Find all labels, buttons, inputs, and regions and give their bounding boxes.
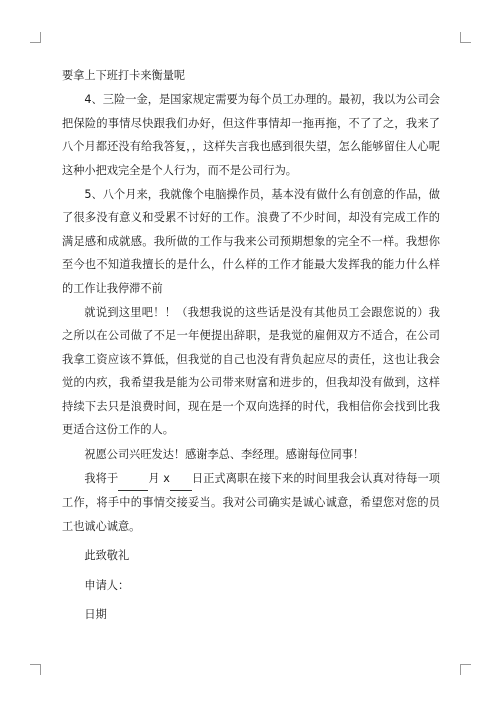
paragraph-leave-date [62, 467, 440, 538]
paragraph-insurance: 4、三险一金，是国家规定需要为每个员工办理的。最初，我以为公司会把保险的事情尽快跟我们办好，但这件事情却一拖再拖，不了了之，我来了八个月都还没有给我答复，，这样失言我也感到很失望，怎么能够留住人心呢这种小把戏完全是个人行为，而不是公司行为。 [62, 93, 440, 177]
month-blank [118, 467, 148, 491]
day-blank [170, 467, 192, 491]
applicant-label: 申请人： [84, 578, 130, 592]
page-corner-mark-bottom-right [460, 664, 471, 675]
closing-salutation: 此致敬礼 [84, 549, 130, 563]
page-corner-mark-top-right [460, 32, 471, 43]
paragraph-eight-months: 5、八个月来，我就像个电脑操作员，基本没有做什么有创意的作品，做了很多没有意义和受累不讨好的工作。浪费了不少时间，却没有完成工作的满足感和成就感。我所做的工作与我来公司预期想象的完全不一样。我想你至今也不知道我擅长的是什么，什么样的工作才能最大发挥我的能力什么样的工作让我停滞不前 [62, 188, 440, 295]
paragraph-wishes: 祝愿公司兴旺发达！感谢李总、李经理。感谢每位同事！ [84, 447, 365, 461]
paragraph-continuation: 要拿上下班打卡来衡量呢 [62, 69, 186, 82]
leave-date-rest: 日正式离职在接下来的时间里我会认真对待每一项工作，将手中的事情交接妥当。我对公司确实是诚心诚意，希望您对您的员工也诚心诚意。 [62, 471, 440, 533]
paragraph-resignation-reason: 就说到这里吧！！（我想我说的这些话是没有其他员工会跟您说的）我之所以在公司做了不足一年便提出辞职，是我觉的雇佣双方不适合，在公司我拿工资应该不算低，但我觉的自己也没有背负起应尽的责任，这也让我会觉的内疚，我希望我是能为公司带来财富和进步的，但我却没有做到，这样持续下去只是浪费时间，现在是一个双向选择的时代，我相信你会找到比我更适合这份工作的人。 [62, 306, 440, 437]
date-label: 日期 [84, 607, 107, 621]
leave-date-month: 月 x [148, 471, 170, 485]
document-body [62, 64, 440, 626]
leave-date-prefix: 我将于 [84, 471, 119, 485]
page-corner-mark-bottom-left [30, 664, 41, 675]
page-corner-mark-top-left [30, 32, 41, 43]
